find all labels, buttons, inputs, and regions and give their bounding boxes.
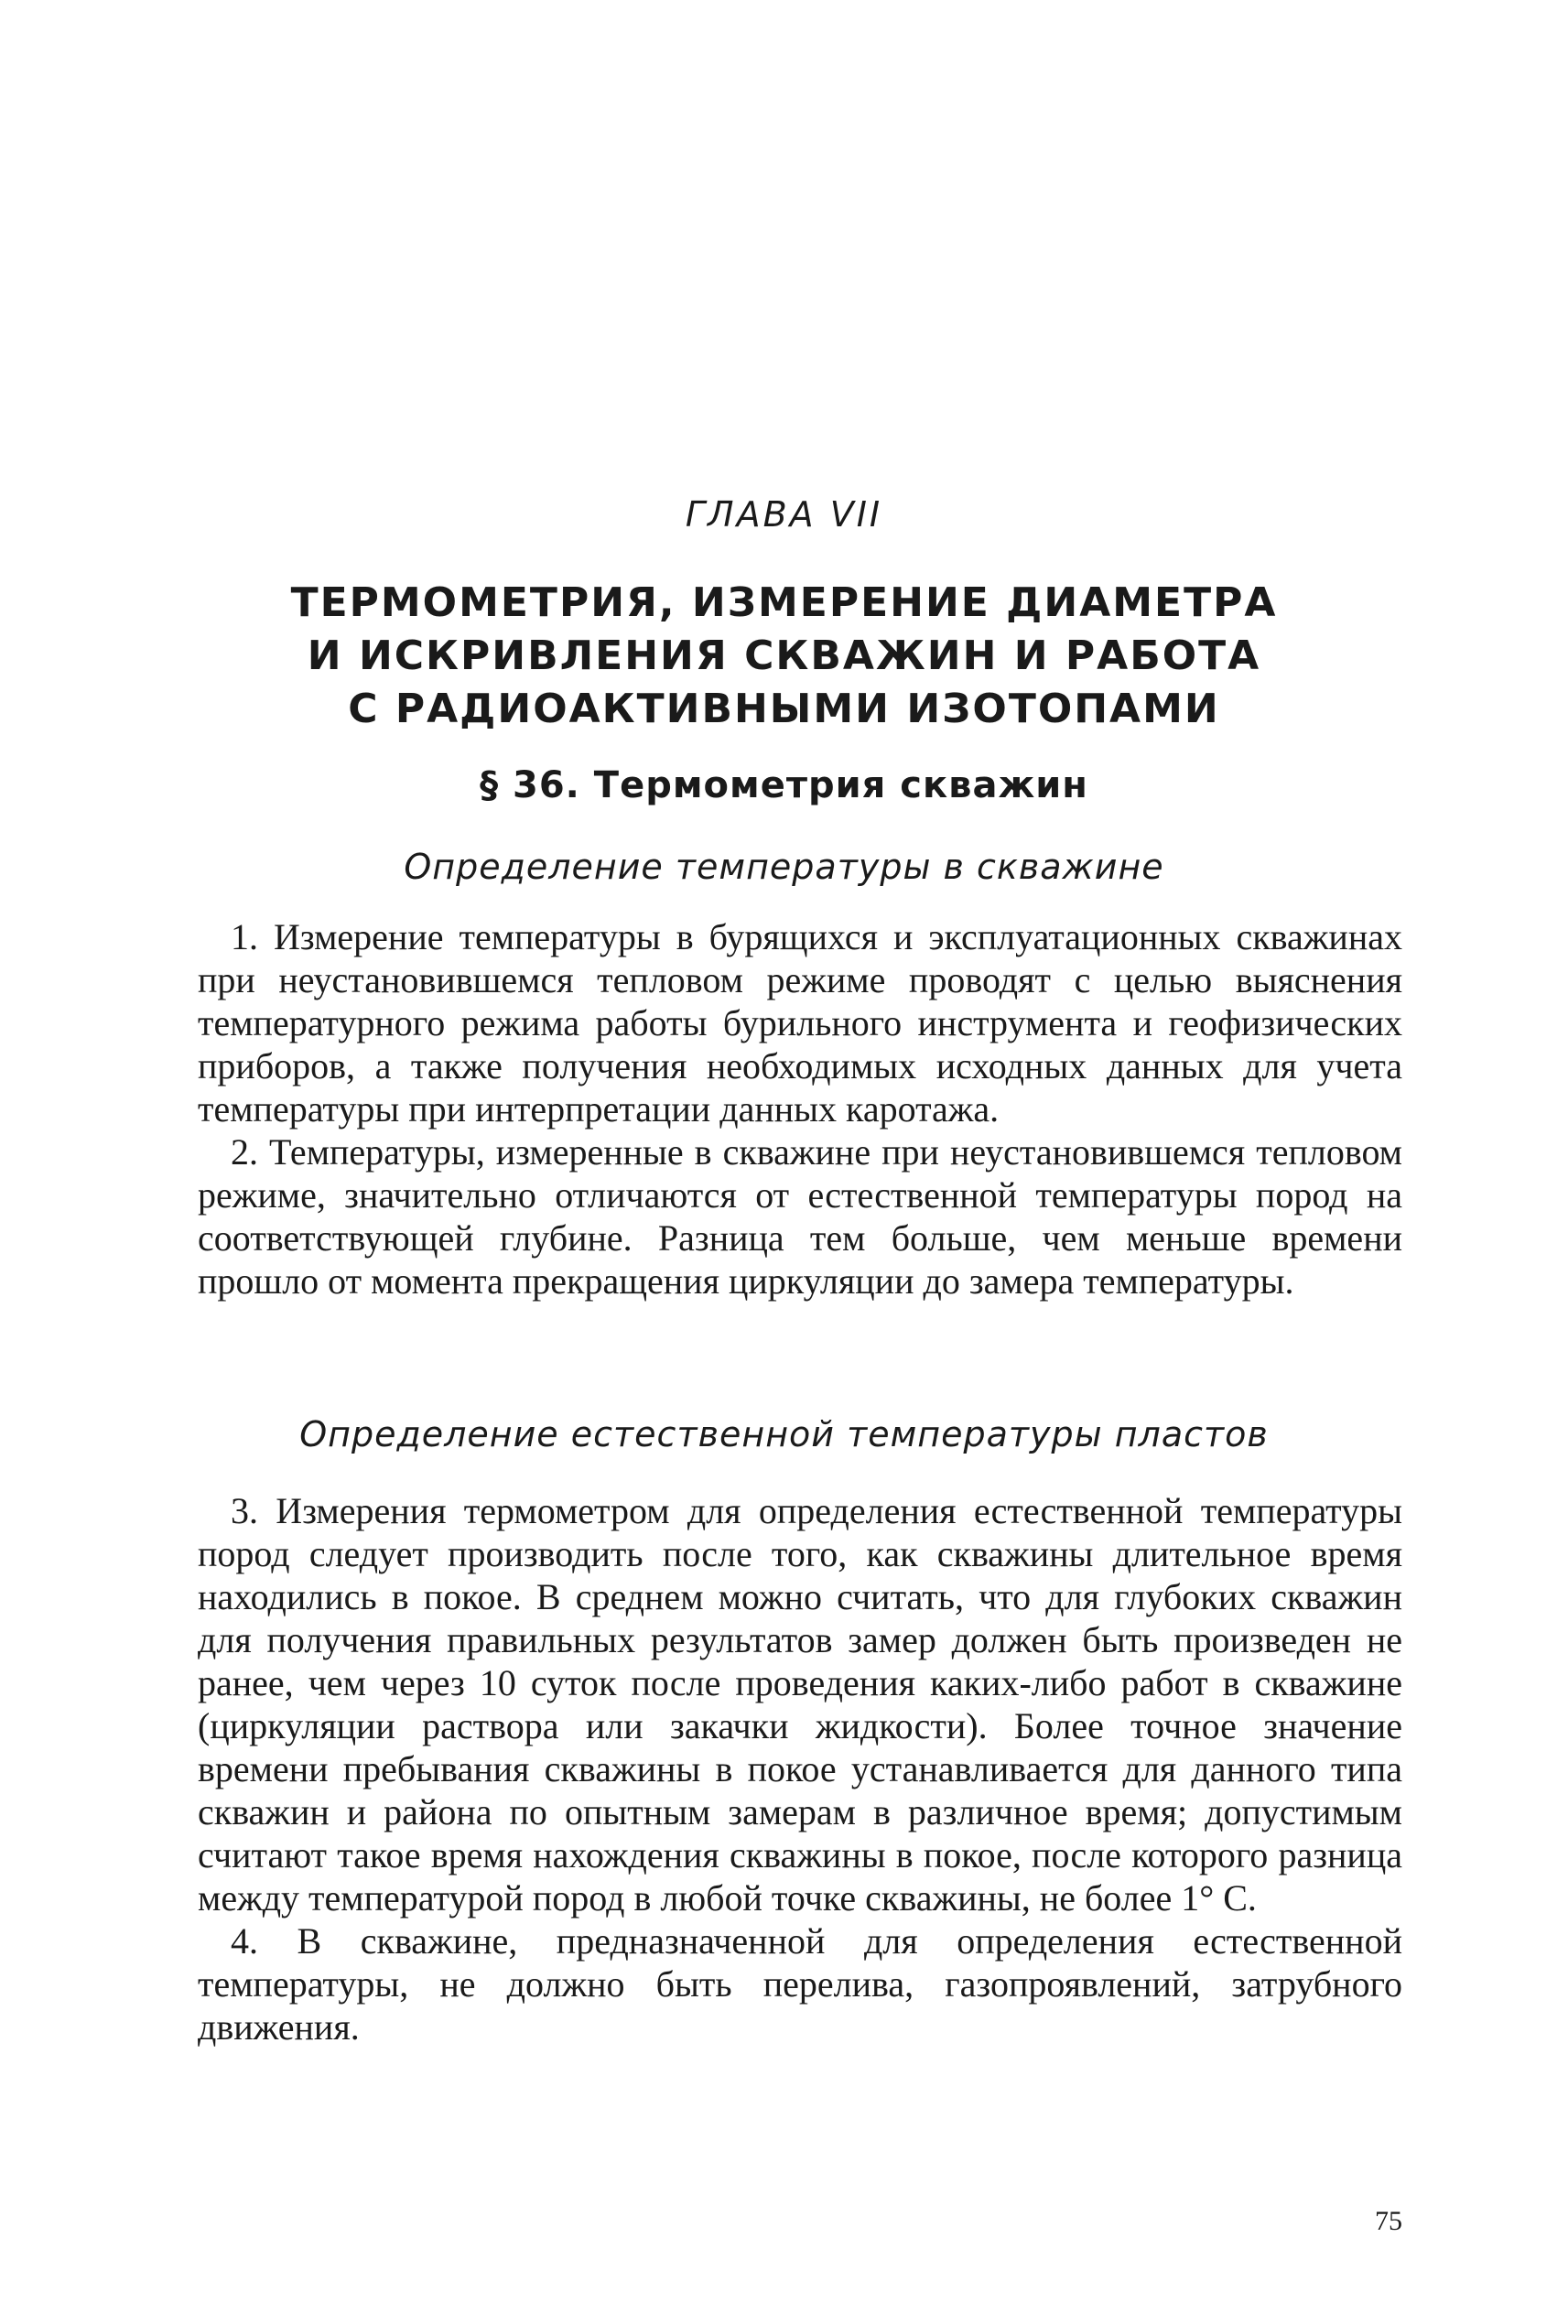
subsection-heading: Определение естественной температуры пластов bbox=[299, 1414, 1269, 1454]
paragraph: 1. Измерение температуры в бурящихся и эксплуатационных скважинах при неустановившемся тепловом режиме проводят с целью выяснения температурного режима работы бурильного инструмента и геофизических приборов, а также получения необходимых исходных данных для учета температуры при интерпретации данных каротажа. bbox=[198, 916, 1402, 1130]
text-block bbox=[198, 915, 1402, 1303]
chapter-title bbox=[0, 577, 1568, 736]
section-title: § 36. Термометрия скважин bbox=[480, 764, 1088, 806]
paragraph: 4. В скважине, предназначенной для определения естественной температуры, не должно быть перелива, газопроявлений, затрубного движения. bbox=[198, 1920, 1402, 2048]
chapter-title-line: С РАДИОАКТИВНЫМИ ИЗОТОПАМИ bbox=[348, 686, 1220, 732]
chapter-title-line: ТЕРМОМЕТРИЯ, ИЗМЕРЕНИЕ ДИАМЕТРА bbox=[290, 579, 1278, 626]
chapter-title-line: И ИСКРИВЛЕНИЯ СКВАЖИН И РАБОТА bbox=[307, 632, 1261, 679]
chapter-label: ГЛАВА VII bbox=[685, 494, 883, 535]
paragraph: 3. Измерения термометром для определения естественной температуры пород следует производить после того, как скважины длительное время находились в покое. В среднем можно считать, что для глубоких скважин для получения правильных результатов замер должен быть произведен не ранее, чем через 10 суток после проведения каких-либо работ в скважине (циркуляции раствора или закачки жидкости). Более точное значение времени пребывания скважины в покое устанавливается для данного типа скважин и района по опытным замерам в различное время; допустимым считают такое время нахождения скважины в покое, после которого разница между температурой пород в любой точке скважины, не более 1° С. bbox=[198, 1490, 1402, 1919]
subsection-heading: Определение температуры в скважине bbox=[404, 847, 1164, 887]
paragraph: 2. Температуры, измеренные в скважине при неустановившемся тепловом режиме, значительно отличаются от естественной температуры пород на соответствующей глубине. Разница тем больше, чем меньше времени прошло от момента прекращения циркуляции до замера температуры. bbox=[198, 1131, 1402, 1302]
text-block bbox=[198, 1489, 1402, 2048]
page-number: 75 bbox=[1375, 2206, 1402, 2236]
